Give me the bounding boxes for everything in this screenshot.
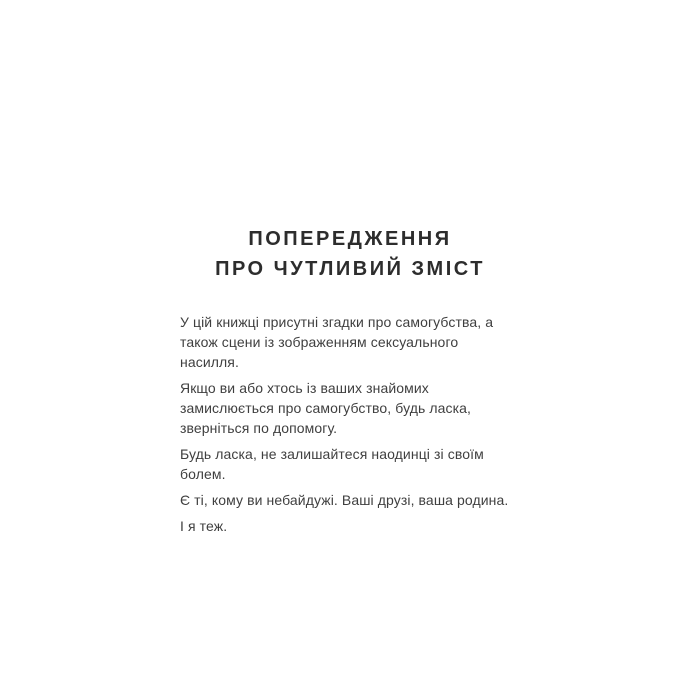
warning-paragraph: Є ті, кому ви небайдужі. Ваші друзі, ваша родина. [180,492,509,508]
page-title [180,224,520,284]
page-title-line-1: ПОПЕРЕДЖЕННЯ [248,228,452,250]
page-title-line-2: ПРО ЧУТЛИВИЙ ЗМІСТ [215,258,485,280]
content-block [180,0,520,536]
warning-paragraphs [180,312,520,536]
warning-paragraph: Будь ласка, не залишайтеся наодинці зі своїм болем. [180,446,484,482]
warning-paragraph: Якщо ви або хтось із ваших знайомих замислюється про самогубство, будь ласка, зверніться по допомогу. [180,380,472,436]
warning-paragraph: І я теж. [180,518,228,534]
warning-paragraph: У цій книжці присутні згадки про самогубства, а також сцени із зображенням сексуального насилля. [180,314,494,370]
